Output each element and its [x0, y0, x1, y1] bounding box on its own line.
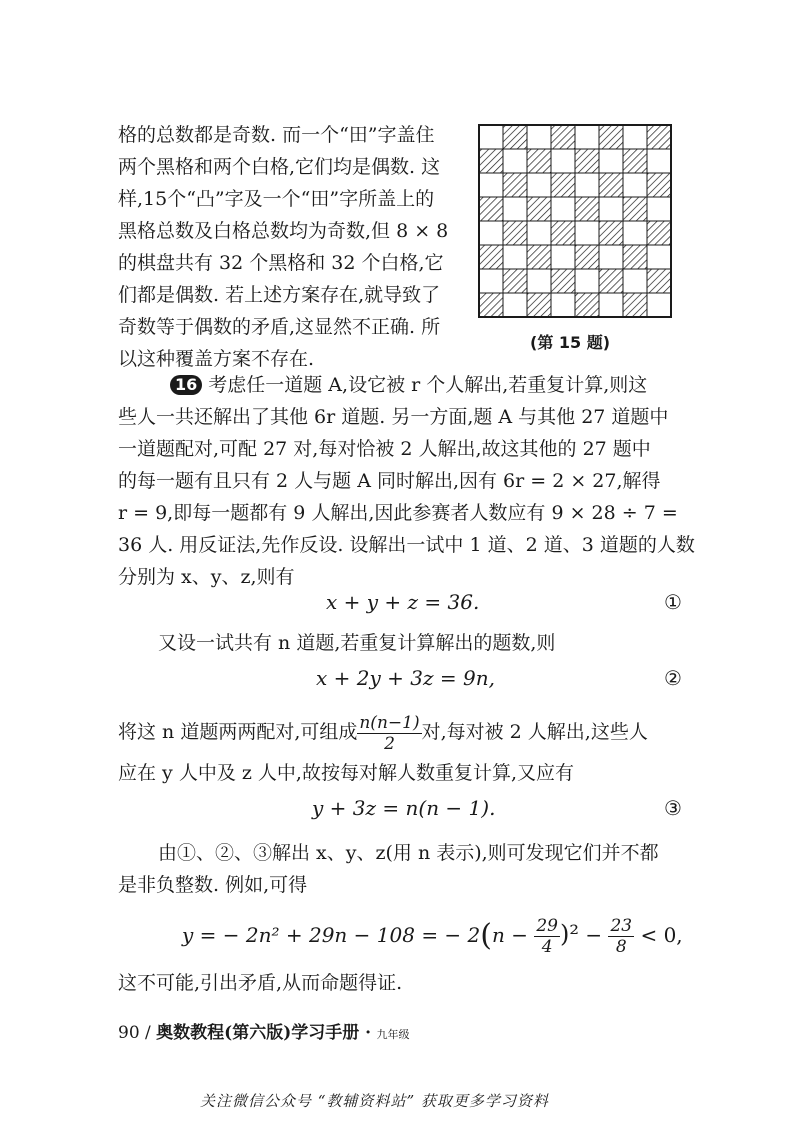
board-cell-white: [575, 125, 599, 149]
board-cell-black: [527, 293, 551, 317]
problem-number-badge: 16: [170, 375, 202, 395]
board-cell-white: [575, 221, 599, 245]
pairing-line-2: 应在 y 人中及 z 人中,故按每对解人数重复计算,又应有: [118, 762, 574, 784]
board-cell-white: [599, 293, 623, 317]
board-cell-black: [647, 173, 671, 197]
fraction-numerator: 23: [610, 916, 633, 936]
board-cell-black: [623, 197, 647, 221]
equation-3: y + 3z = n(n − 1).: [312, 796, 496, 820]
text-after-eq1: 又设一试共有 n 道题,若重复计算解出的题数,则: [158, 632, 556, 654]
board-cell-white: [623, 269, 647, 293]
fraction-denominator: 8: [615, 937, 627, 957]
board-cell-white: [551, 245, 575, 269]
fraction-denominator: 2: [384, 733, 395, 754]
board-cell-white: [479, 173, 503, 197]
equation-2-number: ②: [664, 666, 682, 690]
problem-line: 一道题配对,可配 27 对,每对恰被 2 人解出,故这其他的 27 题中: [118, 438, 651, 460]
pairing-text: 对,每对被 2 人解出,这些人: [421, 721, 648, 743]
eq4-minus: −: [585, 923, 603, 947]
equation-3-number: ③: [664, 796, 682, 820]
intro-line: 样,15个“凸”字及一个“田”字所盖上的: [118, 188, 435, 210]
pairing-fraction: [357, 713, 421, 754]
solve-line: 是非负整数. 例如,可得: [118, 874, 308, 896]
board-cell-white: [551, 197, 575, 221]
board-cell-white: [527, 125, 551, 149]
board-cell-white: [503, 197, 527, 221]
board-cell-white: [479, 269, 503, 293]
board-cell-white: [575, 173, 599, 197]
board-cell-black: [599, 269, 623, 293]
board-cell-white: [647, 197, 671, 221]
board-cell-white: [599, 197, 623, 221]
board-cell-white: [551, 293, 575, 317]
eq4-n: n −: [492, 923, 528, 947]
board-cell-black: [623, 245, 647, 269]
board-cell-white: [503, 293, 527, 317]
equation-1-number: ①: [664, 590, 682, 614]
problem-line: r = 9,即每一题都有 9 人解出,因此参赛者人数应有 9 × 28 ÷ 7 =: [118, 502, 678, 524]
board-cell-black: [599, 173, 623, 197]
board-cell-black: [503, 125, 527, 149]
board-cell-black: [599, 221, 623, 245]
board-cell-white: [647, 245, 671, 269]
intro-line: 的棋盘共有 32 个黑格和 32 个白格,它: [118, 252, 444, 274]
board-cell-black: [575, 149, 599, 173]
board-cell-white: [647, 149, 671, 173]
problem-line: 36 人. 用反证法,先作反设. 设解出一试中 1 道、2 道、3 道题的人数: [118, 534, 695, 556]
equation-4: [182, 912, 683, 958]
board-cell-black: [479, 197, 503, 221]
eq4-fraction-2: [608, 916, 634, 957]
eq4-lhs: y = − 2n² + 29n − 108 = − 2: [182, 923, 481, 947]
board-cell-black: [575, 197, 599, 221]
board-cell-black: [551, 125, 575, 149]
grade-label: 九年级: [376, 1028, 410, 1041]
board-cell-black: [503, 269, 527, 293]
board-cell-black: [551, 269, 575, 293]
board-cell-black: [623, 293, 647, 317]
board-cell-white: [527, 269, 551, 293]
problem-line: 分别为 x、y、z,则有: [118, 566, 295, 588]
board-cell-black: [479, 245, 503, 269]
board-cell-black: [503, 173, 527, 197]
intro-line: 格的总数都是奇数. 而一个“田”字盖住: [118, 124, 435, 146]
board-cell-black: [575, 293, 599, 317]
board-cell-white: [503, 149, 527, 173]
board-cell-white: [527, 221, 551, 245]
board-cell-black: [479, 293, 503, 317]
problem-line: 考虑任一道题 A,设它被 r 个人解出,若重复计算,则这: [208, 374, 648, 396]
board-cell-black: [647, 221, 671, 245]
fraction-denominator: 4: [541, 937, 553, 957]
intro-line: 以这种覆盖方案不存在.: [118, 348, 315, 370]
equation-1: x + y + z = 36.: [326, 590, 480, 614]
intro-line: 两个黑格和两个白格,它们均是偶数. 这: [118, 156, 441, 178]
problem-line: 些人一共还解出了其他 6r 道题. 另一方面,题 A 与其他 27 道题中: [118, 406, 669, 428]
intro-line: 们都是偶数. 若上述方案存在,就导致了: [118, 284, 441, 306]
intro-line: 黑格总数及白格总数均为奇数,但 8 × 8: [118, 220, 449, 242]
pairing-text: 将这 n 道题两两配对,可组成: [118, 721, 358, 743]
board-cell-white: [503, 245, 527, 269]
board-cell-white: [623, 221, 647, 245]
figure-caption: (第 15 题): [530, 333, 611, 352]
board-cell-white: [599, 149, 623, 173]
board-cell-black: [503, 221, 527, 245]
eq4-paren-close: )²: [560, 920, 579, 948]
watermark-note: 关注微信公众号 “教辅资料站” 获取更多学习资料: [200, 1092, 549, 1110]
board-cell-white: [599, 245, 623, 269]
board-cell-black: [479, 149, 503, 173]
conclusion: 这不可能,引出矛盾,从而命题得证.: [118, 972, 403, 994]
eq4-paren-open: (: [480, 918, 492, 953]
board-cell-white: [551, 149, 575, 173]
equation-2: x + 2y + 3z = 9n,: [316, 666, 495, 690]
intro-line: 奇数等于偶数的矛盾,这显然不正确. 所: [118, 316, 441, 338]
eq4-end: < 0,: [640, 923, 683, 947]
eq4-fraction-1: [534, 916, 560, 957]
board-cell-black: [599, 125, 623, 149]
fraction-numerator: 29: [536, 916, 558, 936]
board-cell-white: [623, 125, 647, 149]
board-cell-black: [527, 245, 551, 269]
board-cell-black: [647, 269, 671, 293]
page-number: 90 /: [118, 1023, 151, 1043]
board-cell-white: [479, 125, 503, 149]
board-cell-black: [575, 245, 599, 269]
page-footer: [118, 1018, 410, 1043]
board-cell-white: [479, 221, 503, 245]
board-cell-white: [647, 293, 671, 317]
solve-line: 由①、②、③解出 x、y、z(用 n 表示),则可发现它们并不都: [158, 842, 659, 864]
board-cell-black: [551, 173, 575, 197]
board-cell-black: [623, 149, 647, 173]
board-cell-white: [575, 269, 599, 293]
board-cell-black: [551, 221, 575, 245]
checkerboard-figure: [478, 124, 674, 320]
board-cell-white: [527, 173, 551, 197]
problem-line: 的每一题有且只有 2 人与题 A 同时解出,因有 6r = 2 × 27,解得: [118, 470, 661, 492]
board-cell-white: [623, 173, 647, 197]
board-cell-black: [527, 197, 551, 221]
board-cell-black: [527, 149, 551, 173]
book-title: 奥数教程(第六版)学习手册 ·: [156, 1023, 372, 1043]
board-cell-black: [647, 125, 671, 149]
fraction-numerator: n(n−1): [359, 712, 420, 733]
